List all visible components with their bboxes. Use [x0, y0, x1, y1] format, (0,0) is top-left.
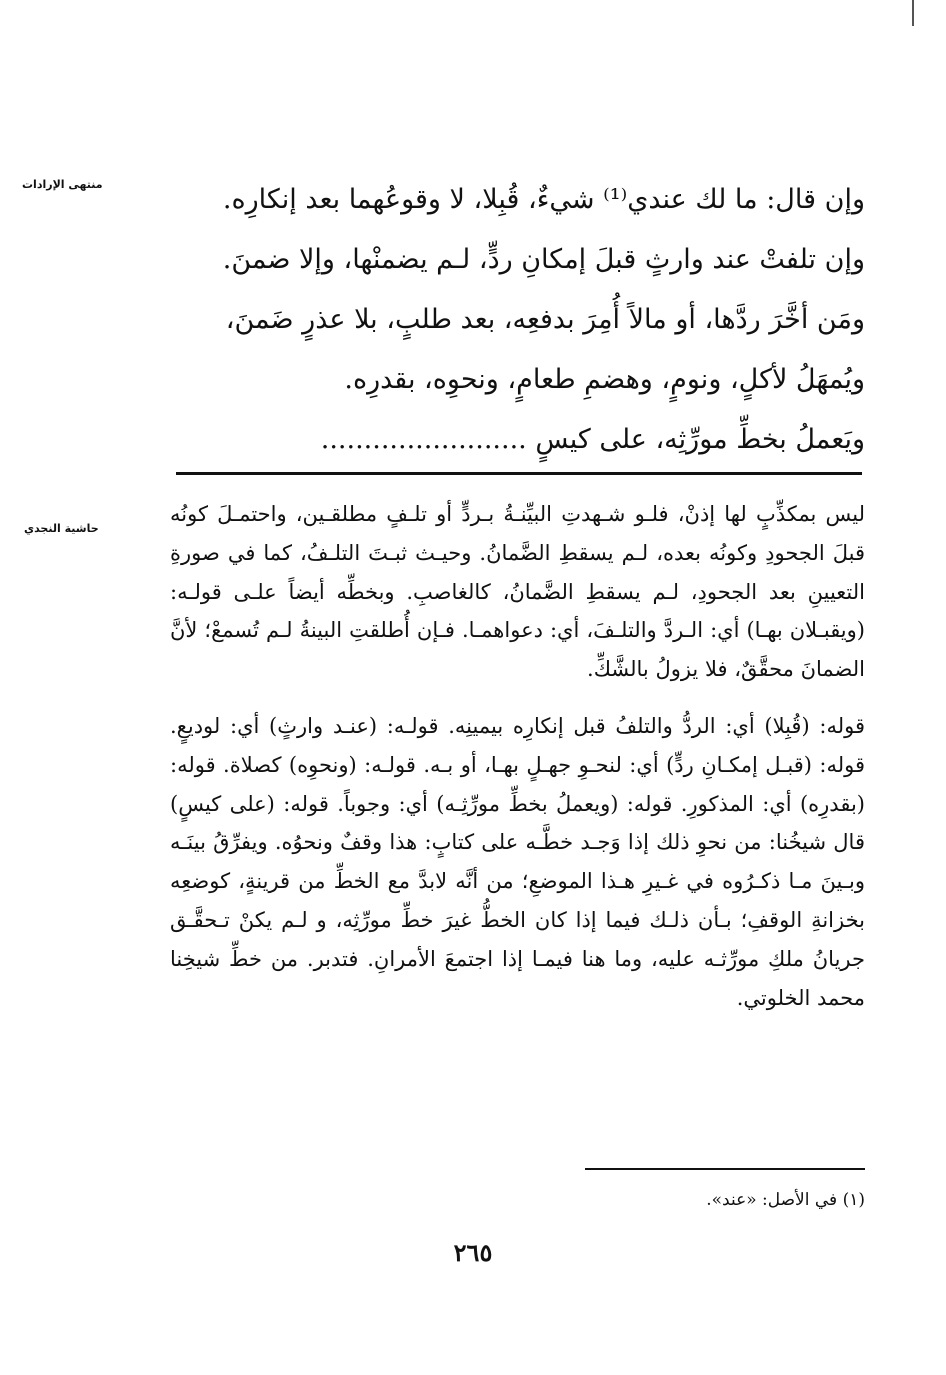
- matn-line: وإن تلفتْ عند وارثٍ قبلَ إمكانِ ردٍّ، لـم يضمنْها، وإلا ضمنَ.: [222, 244, 865, 275]
- matn-line: ويَعملُ بخطِّ مورِّثِه، على كيسٍ ........................: [320, 424, 865, 455]
- hashiya-paragraph: ليس بمكذِّبٍ لها إذنْ، فلـو شـهدتِ البيِّنـةُ بـردٍّ أو تلـفٍ مطلقـين، واحتمـلَ كونُه قبلَ الجحودِ وكونُه بعده، لـم يسقطِ الضَّمانُ. وحيـث ثبـتَ التلـفُ، كما في صورةِ التعيينِ بعد الجحودِ، لـم يسقطِ الضَّمانُ، كالغاصبِ. وبخطِّه أيضاً علـى قولـه: (ويقبـلان بهـا) أي: الـردَّ والتلـفَ، أي: دعواهمـا. فـإن أُطلقتِ البينةُ لـم تُسمعْ؛ لأنَّ الضمانَ محقَّقٌ، فلا يزولُ بالشَّكِّ.: [170, 502, 865, 682]
- matn-text: [160, 170, 865, 470]
- matn-line: ومَن أخَّرَ ردَّها، أو مالاً أُمِرَ بدفعِه، بعد طلبٍ، بلا عذرٍ ضَمنَ،: [225, 304, 865, 335]
- page-number: ٢٦٥: [453, 1238, 493, 1267]
- hashiya-paragraph: قوله: (قُبِلا) أي: الردُّ والتلفُ قبل إنكارِه بيمينِه. قولـه: (عنـد وارثٍ) أي: لوديعٍ. قوله: (قبـل إمكـانِ ردٍّ) أي: لنحـوِ جهـلٍ بهـا، أو بـه. قولـه: (ونحوِه) كصلاة. قوله: (بقدرِه) أي: المذكورِ. قوله: (ويعملُ بخطِّ مورِّثِـه) أي: وجوباً. قوله: (على كيسٍ) قال شيخُنا: من نحوِ ذلك إذا وَجـد خطَّـه على كتابٍ: هذا وقفٌ ونحوُه. ويفرِّقُ بينَـه وبـينَ مـا ذكـرُوه في غـيرِ هـذا الموضعِ؛ من أنَّه لابدَّ مع الخطِّ من قرينةٍ، كوضعِه بخزانةِ الوقفِ؛ بـأن ذلـك فيما إذا كان الخطُّ غيرَ خطِّ مورِّثِه، و لـم يكنْ تـحقَّـق جريانُ ملكِ مورِّثـه عليه، وما هنا فيمـا إذا اجتمعَ الأمرانِ. فتدبر. من خطِّ شيخِنا محمد الخلوتي.: [170, 713, 865, 1010]
- matn-line: وإن قال: ما لك عندي⁽¹⁾ شيءٌ، قُبِلا، لا وقوعُهما بعد إنكارِه.: [222, 184, 865, 215]
- footnote: (١) في الأصل: «عند».: [706, 1190, 865, 1210]
- hashiya-text: [170, 495, 865, 1017]
- section-divider: [176, 472, 862, 475]
- matn-line: ويُمهَلُ لأكلٍ، ونومٍ، وهضمِ طعامٍ، ونحوِه، بقدرِه.: [344, 364, 865, 395]
- scan-margin-mark: [912, 0, 914, 26]
- footnote-divider: [585, 1168, 865, 1170]
- side-label-muntaha: منتهى الإرادات: [22, 178, 103, 191]
- side-label-najdi: حاشية النجدي: [24, 522, 99, 535]
